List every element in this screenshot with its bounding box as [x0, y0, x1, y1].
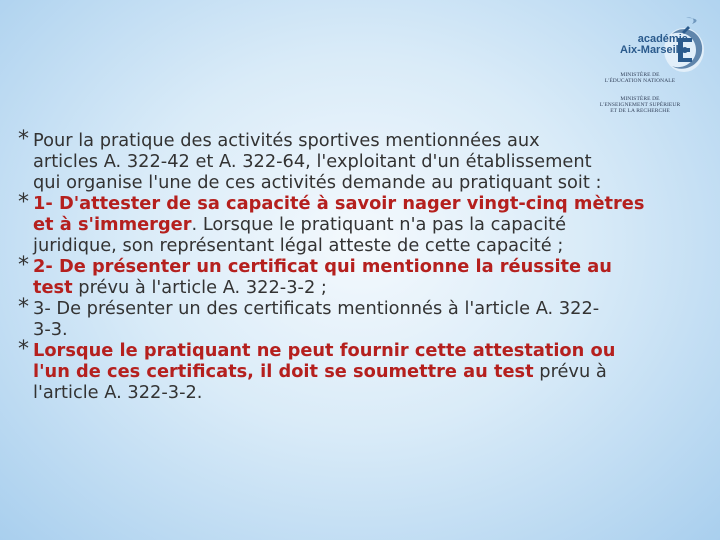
- highlighted-text: et à s'immerger: [33, 214, 192, 235]
- bullet-item-option-1: [18, 190, 694, 256]
- ministry-education-line2: L'ÉDUCATION NATIONALE: [604, 78, 676, 84]
- highlighted-text: test: [33, 277, 73, 298]
- text-line: [33, 361, 694, 382]
- bullet-list: [18, 127, 694, 403]
- text-line: [33, 277, 694, 298]
- highlighted-text-line: 1- D'attester de sa capacité à savoir nager vingt-cinq mètres: [33, 193, 645, 214]
- bullet-item-option-2: [18, 253, 694, 298]
- ministry-education: [590, 72, 690, 84]
- text-line: 3- De présenter un des certificats mentionnés à l'article A. 322-: [33, 298, 600, 319]
- bullet-icon: *: [18, 295, 29, 320]
- academie-logo: [590, 12, 708, 120]
- plain-text: prévu à l'article A. 322-3-2 ;: [72, 277, 327, 298]
- academie-name: [620, 34, 688, 56]
- text-line: qui organise l'une de ces activités demande au pratiquant soit :: [33, 172, 602, 193]
- bullet-icon: *: [18, 190, 29, 215]
- academie-line2: Aix-Marseille: [620, 44, 688, 56]
- text-line: [33, 214, 694, 235]
- text-line: l'article A. 322-3-2.: [33, 382, 203, 403]
- ministry-education-line1: MINISTÈRE DE: [620, 72, 660, 78]
- ministry-higher-line2: L'ENSEIGNEMENT SUPÉRIEUR: [599, 102, 681, 108]
- text-line: 3-3.: [33, 319, 68, 340]
- bullet-icon: *: [18, 337, 29, 362]
- ministry-higher-line1: MINISTÈRE DE: [620, 96, 660, 102]
- ministry-higher-line3: ET DE LA RECHERCHE: [610, 108, 670, 114]
- bullet-item-option-3: [18, 295, 694, 340]
- text-line: Pour la pratique des activités sportives mentionnées aux: [33, 130, 540, 151]
- highlighted-text-line: 2- De présenter un certificat qui mentionne la réussite au: [33, 256, 612, 277]
- plain-text: . Lorsque le pratiquant n'a pas la capacité: [191, 214, 567, 235]
- bullet-item-fallback: [18, 337, 694, 403]
- text-line: juridique, son représentant légal atteste de cette capacité ;: [33, 235, 564, 256]
- bullet-icon: *: [18, 253, 29, 278]
- highlighted-text: l'un de ces certificats, il doit se soumettre au test: [33, 361, 534, 382]
- bullet-icon: *: [18, 127, 29, 152]
- bullet-item-intro: [18, 127, 694, 193]
- text-line: articles A. 322-42 et A. 322-64, l'exploitant d'un établissement: [33, 151, 592, 172]
- academie-line1: académie: [637, 33, 688, 45]
- ministry-higher-education: [590, 96, 690, 114]
- plain-text: prévu à: [533, 361, 607, 382]
- highlighted-text-line: Lorsque le pratiquant ne peut fournir cette attestation ou: [33, 340, 616, 361]
